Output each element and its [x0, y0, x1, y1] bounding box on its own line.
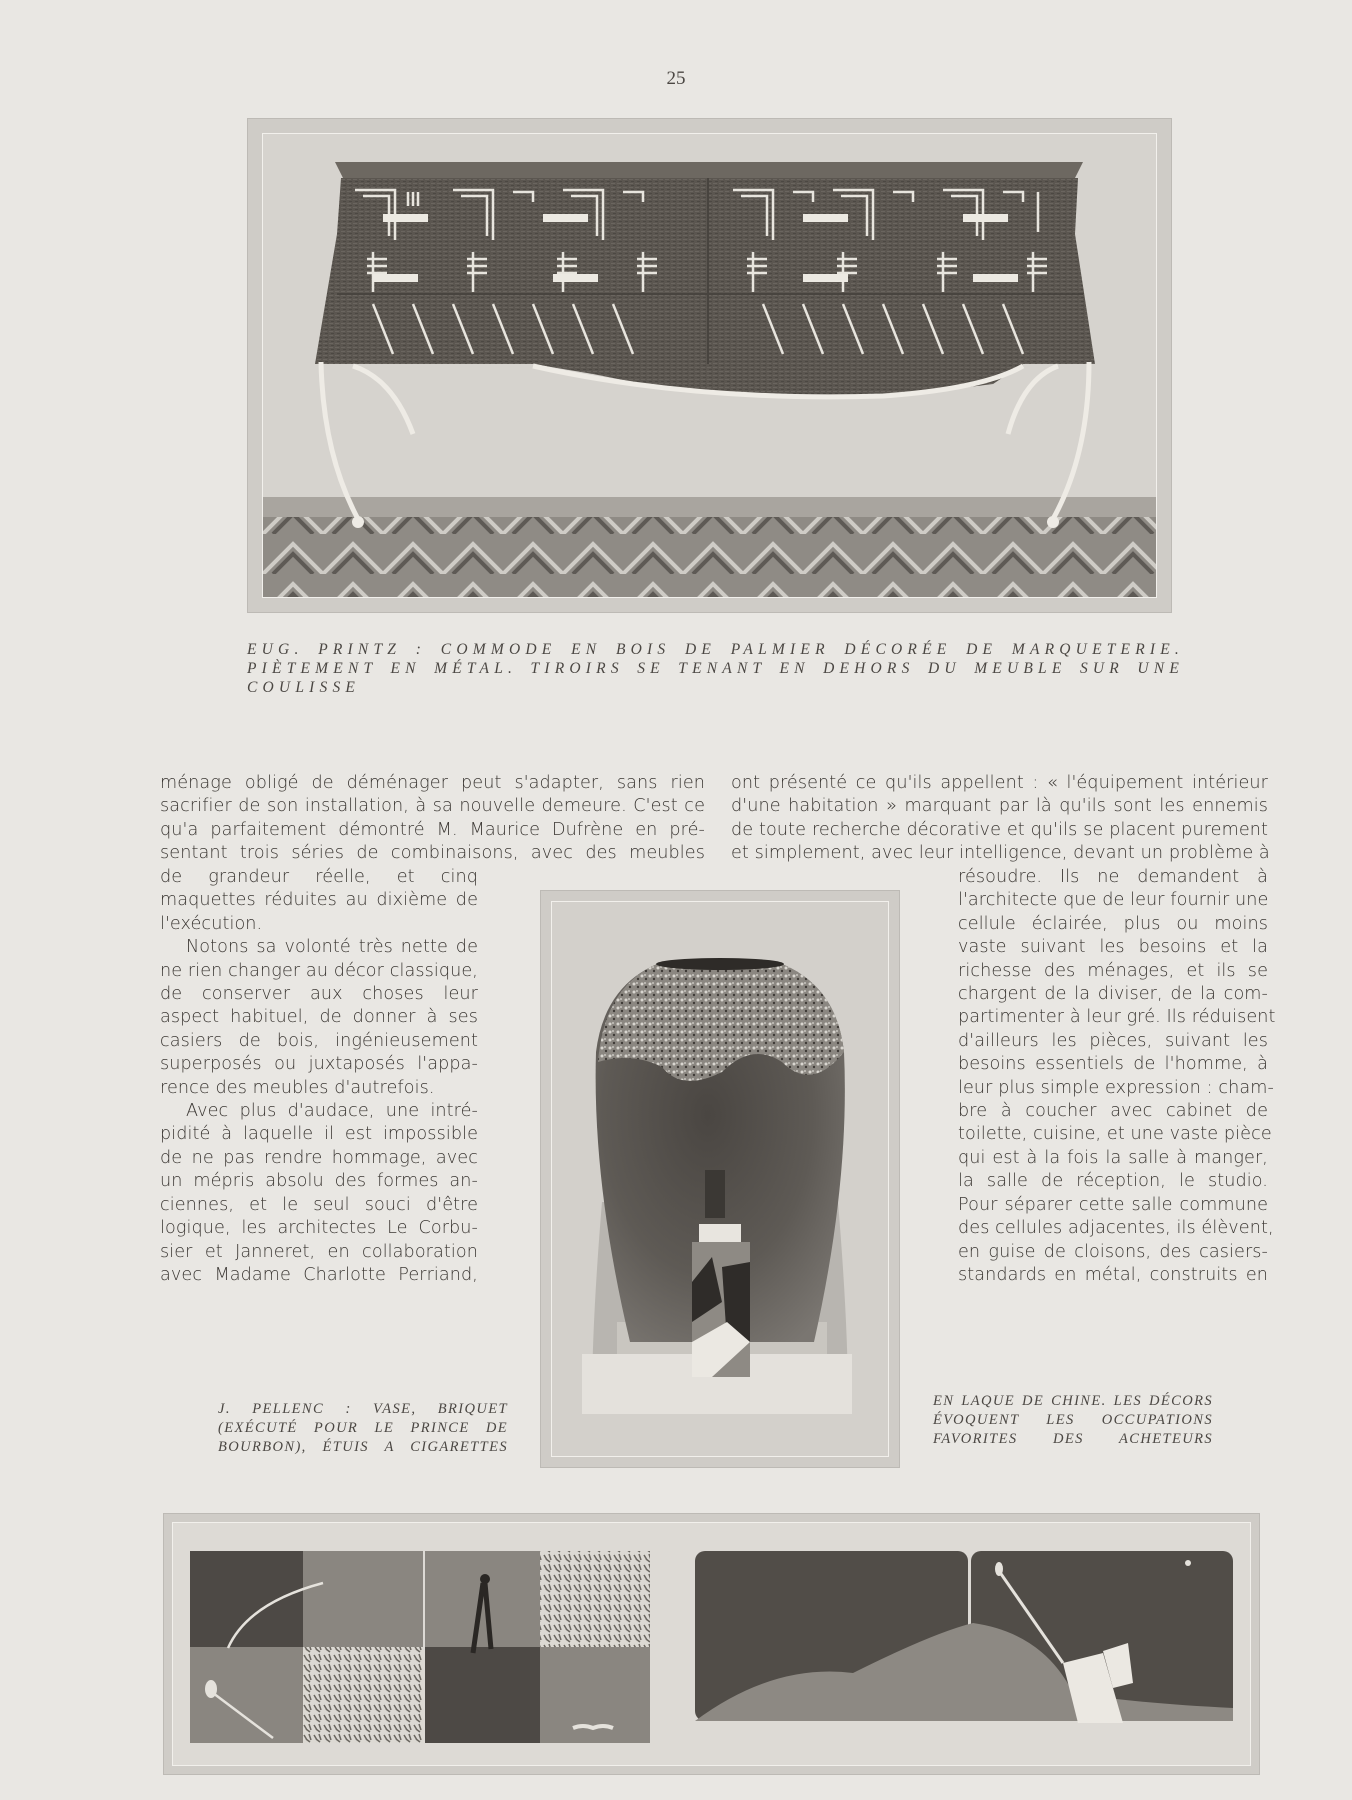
commode-photo-frame [247, 118, 1172, 613]
article-column-left-narrow [160, 866, 478, 1287]
commode-photo [263, 134, 1156, 597]
text-line: d'une habitation » marquant par là qu'ils sont les ennemis [731, 796, 1268, 817]
floor [263, 497, 1156, 517]
text-line: chargent de la diviser, de la com- [958, 984, 1268, 1005]
text-line: la salle de réception, le studio. [958, 1171, 1268, 1192]
text-line: un mépris absolu des formes an- [160, 1171, 478, 1192]
article-column-left-top [160, 772, 705, 866]
cigarette-cases-photo [173, 1523, 1250, 1765]
case-left [190, 1551, 650, 1743]
vase-mouth [656, 958, 784, 970]
text-line: de grandeur réelle, et cinq [160, 867, 478, 887]
text-line: casiers de bois, ingénieusement [160, 1030, 478, 1051]
text-line: Notons sa volonté très nette de [186, 937, 478, 958]
text-line: standards en métal, construits en [958, 1264, 1268, 1285]
text-line: rence des meubles d'autrefois. [160, 1077, 435, 1098]
vase-photo [552, 902, 888, 1456]
case-right [695, 1551, 1233, 1723]
commode-top [335, 162, 1083, 178]
text-line: pidité à laquelle il est impossible [160, 1124, 478, 1145]
text-line: partimenter à leur gré. Ils réduisent [958, 1007, 1276, 1028]
text-line: superposés ou juxtaposés l'appa- [160, 1054, 478, 1075]
text-line: de toute recherche décorative et qu'ils se placent purement [731, 819, 1268, 840]
article-column-right-top [731, 772, 1268, 866]
text-line: logique, les architectes Le Corbu- [160, 1218, 478, 1239]
caption-line: PIÈTEMENT EN MÉTAL. TIROIRS SE TENANT EN DEHORS DU MEUBLE SUR UNE COULISSE [247, 660, 1184, 696]
text-line: l'exécution. [160, 913, 263, 934]
text-line: toilette, cuisine, et une vaste pièce [958, 1124, 1272, 1145]
vase-photo-frame [540, 890, 900, 1468]
caption-line: ÉVOQUENT LES OCCUPATIONS [933, 1412, 1213, 1428]
article-column-right-narrow [958, 866, 1276, 1287]
text-line: des cellules adjacentes, ils élèvent, [958, 1218, 1274, 1239]
text-line: qu'a parfaitement démontré M. Maurice Dufrène en pré- [160, 819, 705, 840]
text-line: l'architecte que de leur fournir une [958, 890, 1269, 911]
text-line: aspect habituel, de donner à ses [160, 1007, 478, 1028]
lighter-top [699, 1224, 741, 1242]
cigarette-cases-photo-frame [163, 1513, 1260, 1775]
text-line: sier et Janneret, en collaboration [160, 1241, 478, 1262]
text-line: de conserver aux choses leur [160, 984, 478, 1005]
text-line: leur plus simple expression : cham- [958, 1077, 1274, 1098]
text-line: qui est à la fois la salle à manger, [958, 1147, 1268, 1168]
text-line: maquettes réduites au dixième de [160, 890, 478, 911]
text-line: d'ailleurs les pièces, suivant les [958, 1030, 1268, 1051]
text-line: de ne pas rendre hommage, avec [160, 1147, 478, 1168]
caption-line: BOURBON), ÉTUIS A CIGARETTES [218, 1439, 508, 1455]
text-line: résoudre. Ils ne demandent à [958, 867, 1268, 887]
text-line: en guise de cloisons, des casiers- [958, 1241, 1268, 1262]
vase-caption [218, 1400, 508, 1457]
caption-line: (EXÉCUTÉ POUR LE PRINCE DE [218, 1420, 508, 1436]
text-line: Avec plus d'audace, une intré- [186, 1101, 478, 1122]
cigarette-cases-caption [933, 1392, 1213, 1449]
text-line: ont présenté ce qu'ils appellent : « l'équipement intérieur [731, 773, 1268, 793]
page-number: 25 [666, 68, 686, 89]
text-line: sentant trois séries de combinaisons, avec des meubles [160, 843, 705, 864]
cigarette-cases-illustration [173, 1523, 1250, 1765]
lighter-reflection [705, 1170, 725, 1218]
text-line: Pour séparer cette salle commune [958, 1194, 1268, 1215]
text-line: sacrifier de son installation, à sa nouvelle demeure. C'est ce [160, 796, 705, 817]
text-line: besoins essentiels de l'homme, à [958, 1054, 1268, 1075]
text-line: ménage obligé de déménager peut s'adapter, sans rien [160, 773, 705, 793]
caption-line: J. PELLENC : VASE, BRIQUET [218, 1401, 508, 1417]
caption-line: FAVORITES DES ACHETEURS [933, 1431, 1213, 1447]
commode-caption [247, 640, 1184, 697]
text-line: et simplement, avec leur intelligence, devant un problème à [731, 843, 1270, 864]
caption-line: EN LAQUE DE CHINE. LES DÉCORS [933, 1393, 1213, 1409]
text-line: cellule éclairée, plus ou moins [958, 913, 1268, 934]
text-line: richesse des ménages, et ils se [958, 960, 1268, 981]
rug [263, 517, 1156, 597]
caption-line: EUG. PRINTZ : COMMODE EN BOIS DE PALMIER DÉCORÉE DE MARQUETERIE. [247, 641, 1184, 658]
text-line: avec Madame Charlotte Perriand, [160, 1264, 478, 1285]
text-line: ne rien changer au décor classique, [160, 960, 478, 981]
commode-illustration [263, 134, 1156, 597]
text-line: bre à coucher avec cabinet de [958, 1101, 1268, 1122]
text-line: vaste suivant les besoins et la [958, 937, 1268, 958]
text-line: ciennes, et le seul souci d'être [160, 1194, 478, 1215]
vase-illustration [552, 902, 888, 1456]
